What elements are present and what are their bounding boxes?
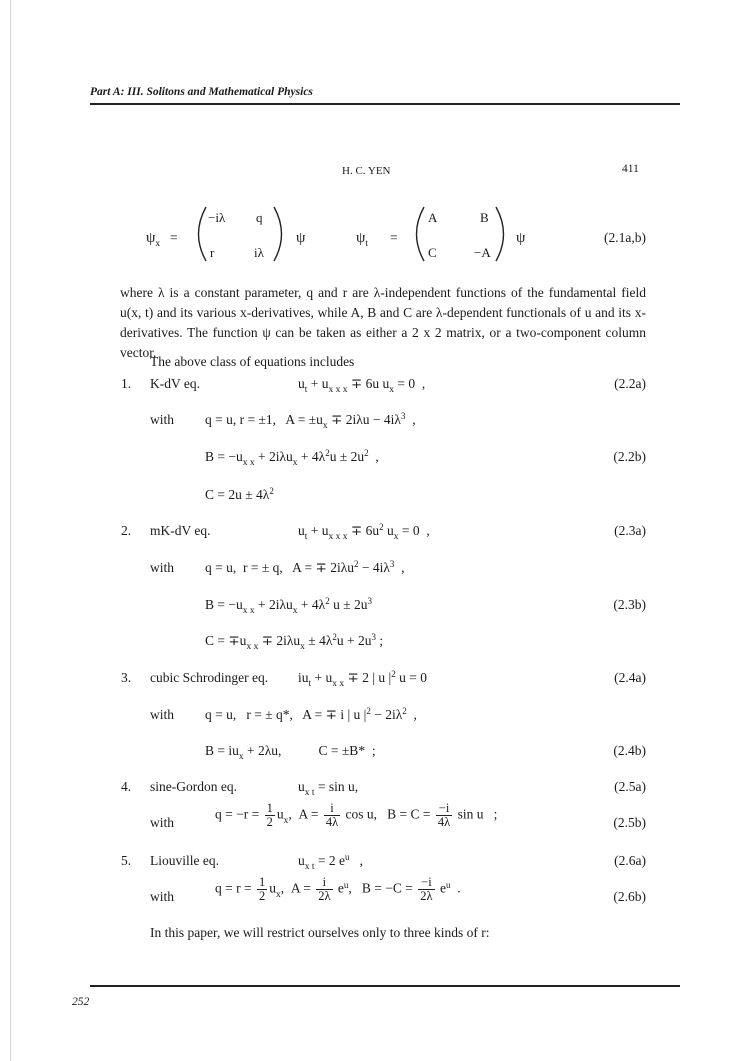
mkdv-equation: $u_t + u_{x x x} \mp 6u^2$ $u_x = 0$ , bbox=[298, 522, 430, 542]
intro-line: The above class of equations includes bbox=[150, 354, 355, 369]
scan-edge-line bbox=[10, 0, 11, 1061]
matrix-psi-x bbox=[190, 203, 290, 265]
psi-x-symbol: $\psi_x$ bbox=[146, 230, 161, 249]
matrix-cell: A bbox=[428, 210, 438, 225]
equation-name: cubic Schrodinger eq. bbox=[150, 670, 269, 685]
equation-label: (2.3b) bbox=[613, 597, 646, 612]
body-paragraph: where λ is a constant parameter, q and r are λ-independent functions of the fundamental field u(x, t) and its various x-derivatives, while A, B and C are λ-dependent functionals of u and its x-derivatives. The function ψ can be taken as either a 2 x 2 matrix, or a two-component column vector. bbox=[120, 285, 646, 360]
closing-line: In this paper, we will restrict ourselves only to three kinds of r: bbox=[150, 925, 490, 940]
header-rule bbox=[90, 103, 680, 105]
kdv-potentials: q = u, r = ±1, $A = \pm u_x \mp 2i\lambda u - 4i\lambda^3$ , bbox=[205, 411, 416, 431]
matrix-cell: −A bbox=[474, 245, 491, 260]
equation-label: (2.5b) bbox=[613, 815, 646, 830]
mkdv-c-functional: $C = \mp u_{x x} \mp 2i\lambda u_x \pm 4\lambda^2u + 2u^3$ ; bbox=[205, 632, 384, 652]
mkdv-potentials: q = u, r = ± q, A = ∓ $2i\lambda u^2 - 4i\lambda^3$ , bbox=[205, 559, 405, 575]
equation-label: (2.1a,b) bbox=[604, 230, 646, 245]
matrix-psi-t bbox=[408, 203, 512, 265]
sine-gordon-equation: $u_{x t} = \sin u$, bbox=[298, 779, 359, 798]
kdv-b-functional: $B = -u_{x x} + 2i\lambda u_x + 4\lambda^2u \pm 2u^2$ , bbox=[205, 448, 379, 468]
matrix-cell: B bbox=[480, 210, 489, 225]
liouville-potentials: q = r = $\frac{1}{2}$ $u_x$, A = $\frac{i}{2\lambda}$ $e^u$, B = −C = $\frac{-i}{2\lambda}$ $e^u$ . bbox=[215, 875, 461, 904]
psi-symbol: ψ bbox=[296, 230, 306, 246]
equation-name: sine-Gordon eq. bbox=[150, 779, 237, 794]
psi-t-symbol: $\psi_t$ bbox=[356, 230, 369, 249]
running-title: Part A: III. Solitons and Mathematical Physics bbox=[90, 86, 313, 98]
psi-symbol: ψ bbox=[516, 230, 526, 246]
kdv-c-functional: $C = 2u \pm 4\lambda^2$ bbox=[205, 486, 274, 502]
with-label: with bbox=[150, 815, 175, 830]
with-label: with bbox=[150, 889, 175, 904]
with-label: with bbox=[150, 412, 175, 427]
equation-name: Liouville eq. bbox=[150, 853, 219, 868]
equation-label: (2.4b) bbox=[613, 743, 646, 758]
sine-gordon-potentials: q = −r = $\frac{1}{2}$ $u_x$, A = $\frac{i}{4\lambda}$ cos u, B = C = $\frac{-i}{4\lambda}$ sin u ; bbox=[215, 801, 498, 830]
liouville-equation: $u_{x t} = 2$ $e^u$ , bbox=[298, 852, 363, 872]
eq-2-1-equals-a: = bbox=[170, 230, 178, 245]
equation-label: (2.6b) bbox=[613, 889, 646, 904]
equation-label: (2.3a) bbox=[614, 523, 646, 538]
nls-b-c-functionals: $B = iu_x + 2\lambda u$, C = ±B* ; bbox=[205, 743, 376, 762]
matrix-brackets bbox=[408, 203, 512, 265]
with-label: with bbox=[150, 560, 175, 575]
page-number-inner: 411 bbox=[622, 163, 639, 175]
item-number: 4. bbox=[121, 779, 132, 794]
nls-equation: $iu_t + u_{x x} \mp 2$ | u $|^2$ u = 0 bbox=[298, 669, 427, 689]
item-number: 5. bbox=[121, 853, 132, 868]
item-number: 2. bbox=[121, 523, 132, 538]
nls-potentials: q = u, r = ± q*, A = ∓ i | u $|^2 - 2i\lambda^2$ , bbox=[205, 706, 417, 722]
kdv-equation: $u_t + u_{x x x} \mp 6u$ $u_x = 0$ , bbox=[298, 376, 426, 395]
with-label: with bbox=[150, 707, 175, 722]
equation-label: (2.2a) bbox=[614, 376, 646, 391]
equation-label: (2.5a) bbox=[614, 779, 646, 794]
footer-rule bbox=[90, 985, 680, 987]
page-number-outer: 252 bbox=[72, 996, 90, 1008]
mkdv-b-functional: $B = -u_{x x} + 2i\lambda u_x + 4\lambda^2$ $u \pm 2u^3$ bbox=[205, 596, 372, 616]
equation-name: mK-dV eq. bbox=[150, 523, 211, 538]
author-header: H. C. YEN bbox=[342, 165, 391, 177]
equation-label: (2.6a) bbox=[614, 853, 646, 868]
equation-label: (2.2b) bbox=[613, 449, 646, 464]
matrix-cell: r bbox=[210, 245, 215, 260]
eq-2-1-equals-b: = bbox=[390, 230, 398, 245]
matrix-brackets bbox=[190, 203, 290, 265]
matrix-cell: iλ bbox=[254, 245, 264, 260]
matrix-cell: q bbox=[256, 210, 263, 225]
equation-label: (2.4a) bbox=[614, 670, 646, 685]
item-number: 3. bbox=[121, 670, 132, 685]
matrix-cell: C bbox=[428, 245, 437, 260]
equation-name: K-dV eq. bbox=[150, 376, 200, 391]
item-number: 1. bbox=[121, 376, 132, 391]
matrix-cell: −iλ bbox=[208, 210, 226, 225]
